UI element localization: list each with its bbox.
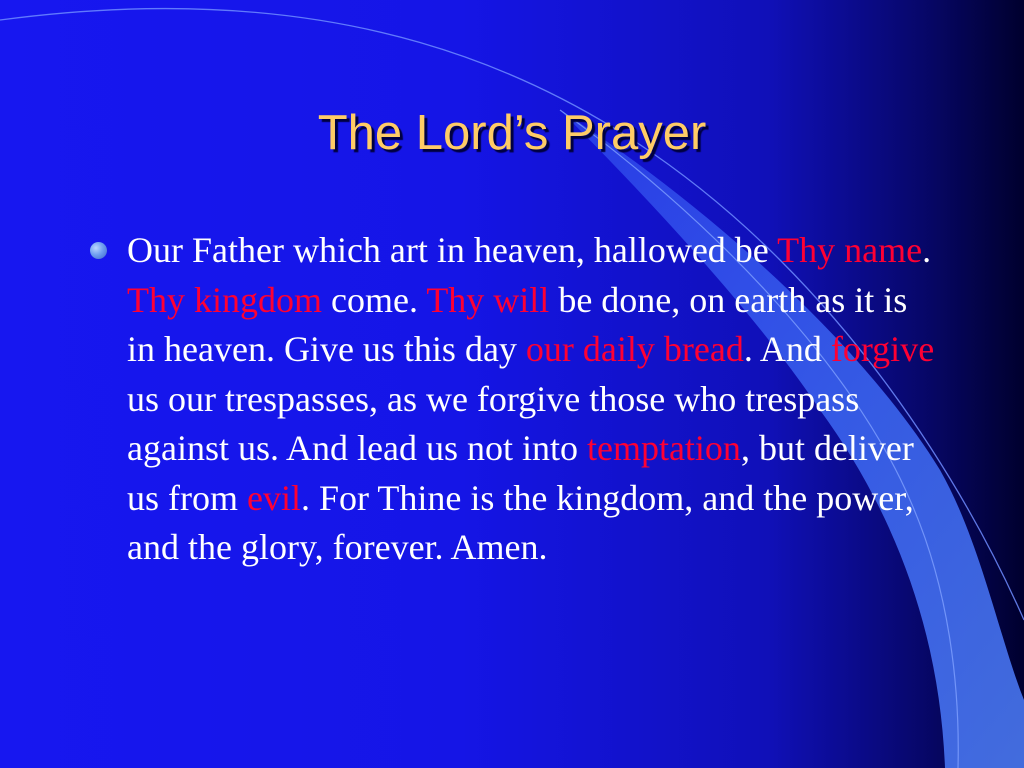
- text-segment: Our Father which art in heaven, hallowed be: [127, 230, 778, 270]
- highlighted-phrase: our daily bread: [525, 329, 744, 369]
- highlighted-phrase: Thy name: [777, 230, 923, 270]
- highlighted-phrase: forgive: [830, 329, 935, 369]
- slide-title: The Lord’s Prayer: [317, 106, 707, 160]
- highlighted-phrase: temptation: [586, 428, 741, 468]
- highlighted-phrase: Thy will: [426, 279, 550, 320]
- highlighted-phrase: Thy kingdom: [127, 279, 322, 320]
- text-segment: , but deliver us from: [127, 428, 914, 518]
- bullet-dot-icon: [90, 242, 107, 259]
- text-segment: us our trespasses, as we forgive those who trespass against us. And lead us not into: [127, 378, 860, 468]
- bullet-list: [90, 226, 940, 573]
- text-segment: .: [922, 230, 932, 270]
- text-segment: come.: [322, 279, 427, 320]
- text-segment: . For Thine is the kingdom, and the power, and the glory, forever. Amen.: [127, 477, 914, 567]
- highlighted-phrase: evil: [247, 477, 301, 518]
- text-segment: . And: [743, 329, 831, 369]
- prayer-text: [127, 226, 937, 573]
- text-segment: be done, on earth as it is in heaven. Give us this day: [127, 279, 908, 369]
- bullet-item: [90, 226, 940, 573]
